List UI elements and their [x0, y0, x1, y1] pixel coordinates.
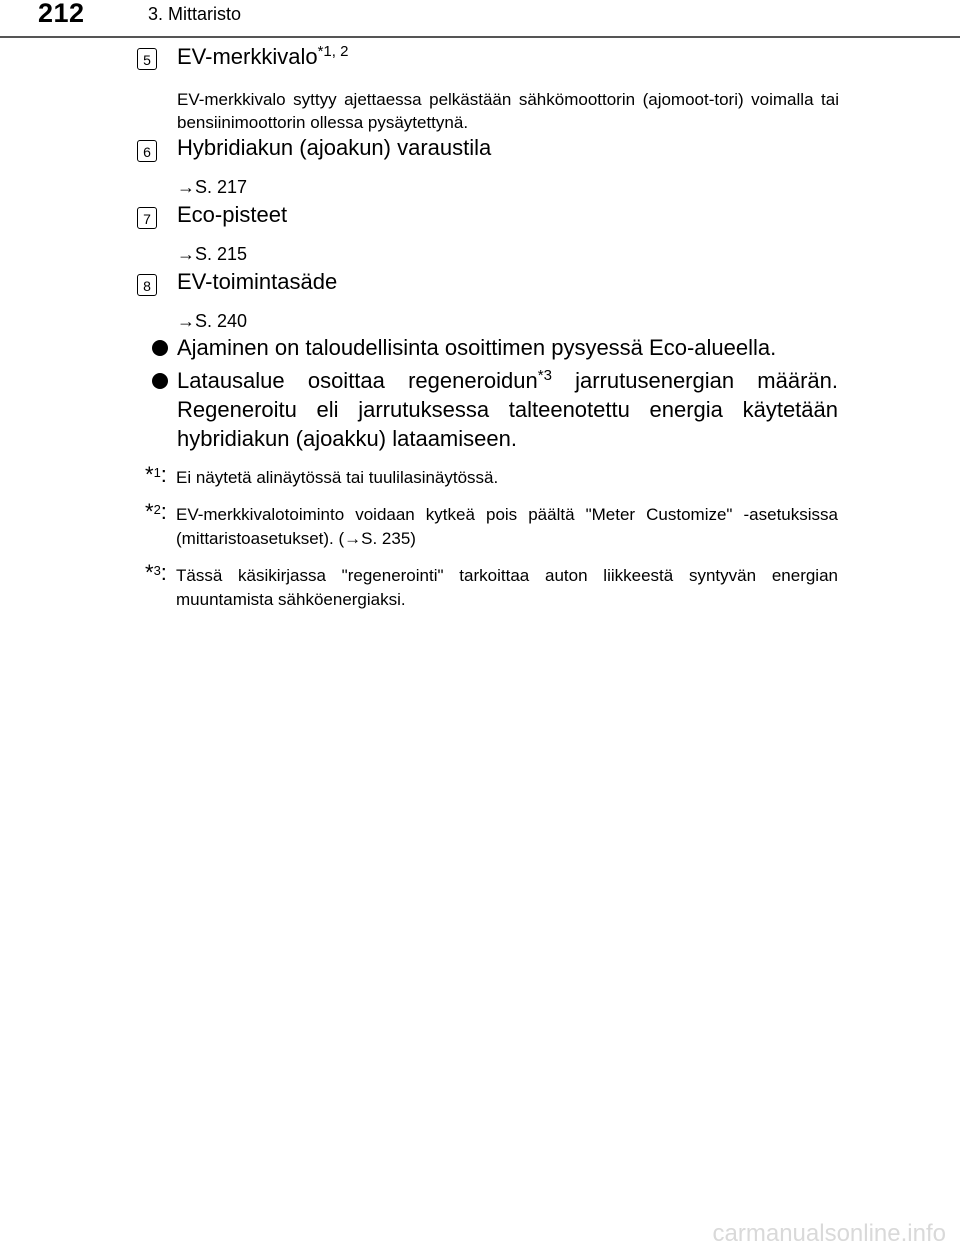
footnote-text: Ei näytetä alinäytössä tai tuulilasinäytössä.: [176, 468, 499, 487]
footnote-ref: *1, 2: [317, 43, 349, 60]
footnote-marker: *$^1$:: [145, 462, 167, 487]
item-title: Eco-pisteet: [177, 202, 288, 227]
item-number-badge: 5: [137, 48, 157, 70]
item-title: EV-toimintasäde: [177, 269, 338, 294]
item-title: EV-merkkivalo$^{*1, 2}$: [177, 43, 349, 69]
watermark: carmanualsonline.info: [712, 1220, 946, 1247]
bullet-text: Ajaminen on taloudellisinta osoittimen pysyessä Eco-alueella.: [177, 335, 777, 360]
item-description: EV-merkkivalo syttyy ajettaessa pelkästään sähkömoottorin (ajomoot-tori) voimalla tai bensiinimoottorin ollessa pysäytettynä.: [177, 90, 839, 132]
footnote-ref: *3: [537, 367, 552, 384]
footnote-marker: *$^3$:: [145, 560, 167, 585]
item-number-badge: 8: [137, 274, 157, 296]
header-divider: [0, 36, 960, 38]
page-number: 212: [38, 0, 85, 28]
footnote-text: Tässä käsikirjassa "regenerointi" tarkoittaa auton liikkeestä syntyvän energian muuntamista sähköenergiaksi.: [176, 566, 838, 609]
footnote-text: EV-merkkivalotoiminto voidaan kytkeä pois päältä "Meter Customize" -asetuksissa (mittaristoasetukset). (→S. 235): [176, 505, 838, 548]
bullet-dot-icon: [152, 340, 168, 356]
page-reference-link[interactable]: →S. 215: [177, 244, 248, 264]
page-reference-link[interactable]: →S. 217: [177, 177, 248, 197]
item-number-badge: 6: [137, 140, 157, 162]
footnote-marker: *$^2$:: [145, 499, 167, 524]
chapter-title: 3. Mittaristo: [148, 4, 242, 24]
bullet-text: Latausalue osoittaa regeneroidun$^{*3}$ jarrutusenergian määrän. Regeneroitu eli jarrutuksessa talteenotettu energia käytetään hybridiakun (ajoakku) lataamiseen.: [177, 367, 838, 451]
page-reference-link[interactable]: →S. 240: [177, 311, 248, 331]
item-title: Hybridiakun (ajoakun) varaustila: [177, 135, 492, 160]
item-number-badge: 7: [137, 207, 157, 229]
bullet-dot-icon: [152, 373, 168, 389]
